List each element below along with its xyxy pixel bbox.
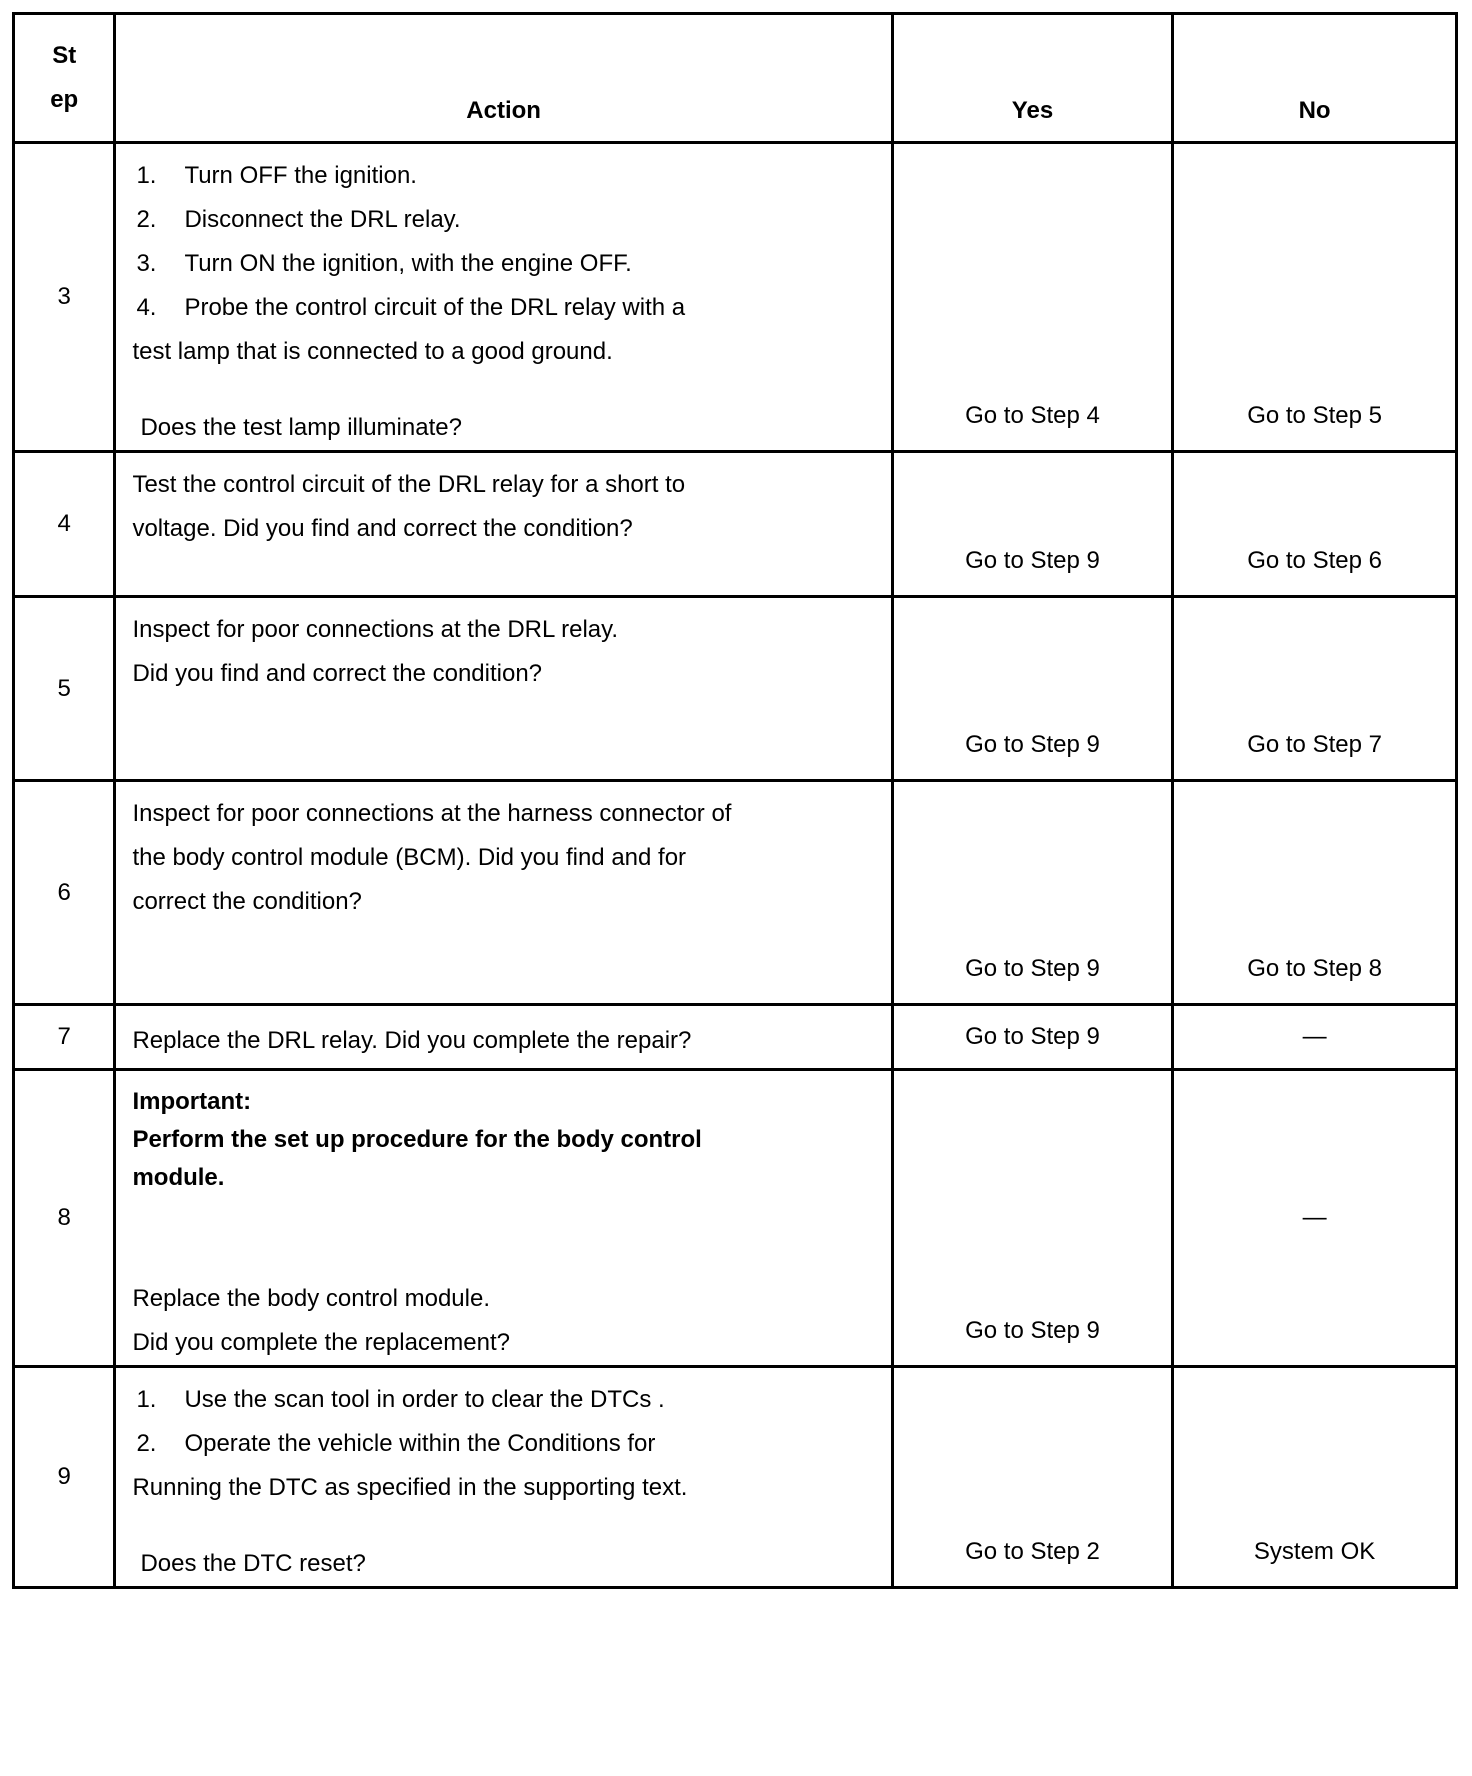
action-line: correct the condition? (132, 888, 362, 915)
table-row (14, 597, 1457, 781)
continuation-text: Running the DTC as specified in the supporting text. (132, 1474, 688, 1501)
step-number: 9 (14, 1367, 115, 1588)
list-item: 4. Probe the control circuit of the DRL relay with a (136, 294, 686, 321)
step-number: 3 (14, 143, 115, 452)
question-text: Does the DTC reset? (140, 1550, 366, 1577)
no-cell: Go to Step 8 (1173, 781, 1457, 1005)
table-row (14, 1070, 1457, 1367)
no-cell: Go to Step 6 (1173, 452, 1457, 597)
action-line: Did you complete the replacement? (132, 1329, 510, 1356)
header-row (14, 14, 1457, 143)
important-label: Important: (132, 1088, 252, 1115)
list-item: 2. Operate the vehicle within the Conditions for (136, 1430, 656, 1457)
yes-cell: Go to Step 9 (892, 1070, 1172, 1367)
list-item: 1. Use the scan tool in order to clear the DTCs . (136, 1386, 665, 1413)
continuation-text: test lamp that is connected to a good ground. (132, 338, 613, 365)
action-line: the body control module (BCM). Did you find and for (132, 844, 687, 871)
action-cell (115, 452, 892, 597)
action-cell (115, 1070, 892, 1367)
table-row (14, 143, 1457, 452)
list-item: 2. Disconnect the DRL relay. (136, 206, 461, 233)
table-row (14, 452, 1457, 597)
yes-cell: Go to Step 2 (892, 1367, 1172, 1588)
step-number: 5 (14, 597, 115, 781)
header-step (14, 14, 115, 143)
action-cell (115, 1005, 892, 1070)
header-step-line2: ep (50, 86, 79, 113)
list-item: 1. Turn OFF the ignition. (136, 162, 417, 189)
action-cell (115, 1367, 892, 1588)
important-text: module. (132, 1164, 225, 1191)
question-text: Does the test lamp illuminate? (140, 414, 462, 441)
no-cell: Go to Step 7 (1173, 597, 1457, 781)
action-line: Did you find and correct the condition? (132, 660, 543, 687)
no-cell: Go to Step 5 (1173, 143, 1457, 452)
yes-cell: Go to Step 9 (892, 452, 1172, 597)
header-no: No (1173, 14, 1457, 143)
step-number: 4 (14, 452, 115, 597)
step-number: 8 (14, 1070, 115, 1367)
action-line: Inspect for poor connections at the DRL relay. (132, 616, 619, 643)
diagnostic-table (12, 12, 1458, 1589)
step-number: 7 (14, 1005, 115, 1070)
yes-cell: Go to Step 9 (892, 597, 1172, 781)
yes-cell: Go to Step 9 (892, 1005, 1172, 1070)
header-yes: Yes (892, 14, 1172, 143)
action-line: Replace the body control module. (132, 1285, 490, 1312)
important-text: Perform the set up procedure for the body control (132, 1126, 702, 1153)
action-line: Inspect for poor connections at the harness connector of (132, 800, 732, 827)
header-step-line1: St (52, 42, 77, 69)
action-line: Replace the DRL relay. Did you complete the repair? (132, 1027, 692, 1054)
table-row (14, 1367, 1457, 1588)
table-row (14, 781, 1457, 1005)
table-row (14, 1005, 1457, 1070)
no-cell: — (1173, 1005, 1457, 1070)
no-cell: System OK (1173, 1367, 1457, 1588)
action-cell (115, 597, 892, 781)
action-cell (115, 781, 892, 1005)
yes-cell: Go to Step 9 (892, 781, 1172, 1005)
action-line: voltage. Did you find and correct the condition? (132, 515, 633, 542)
action-cell (115, 143, 892, 452)
list-item: 3. Turn ON the ignition, with the engine OFF. (136, 250, 632, 277)
action-line: Test the control circuit of the DRL relay for a short to (132, 471, 686, 498)
yes-cell: Go to Step 4 (892, 143, 1172, 452)
step-number: 6 (14, 781, 115, 1005)
no-cell: — (1173, 1070, 1457, 1367)
header-action: Action (115, 14, 892, 143)
